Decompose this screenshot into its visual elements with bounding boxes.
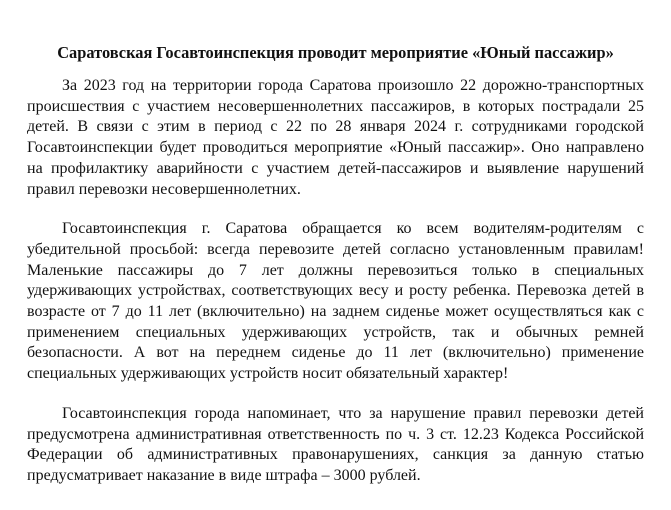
- article-title: Саратовская Госавтоинспекция проводит мероприятие «Юный пассажир»: [57, 43, 614, 62]
- paragraph-accident-statistics: За 2023 год на территории города Саратова произошло 22 дорожно-транспортных происшествия с участием несовершеннолетних пассажиров, в которых пострадали 25 детей. В связи с этим в период с 22 по 28 января 2024 г. сотрудниками городской Госавтоинспекции будет проводиться мероприятие «Юный пассажир». Оно направлено на профилактику аварийности с участием детей-пассажиров и выявление нарушений правил перевозки несовершеннолетних.: [27, 77, 644, 198]
- paragraph-appeal-to-drivers: Госавтоинспекция г. Саратова обращается ко всем водителям-родителям с убедительной просьбой: всегда перевозите детей согласно установленным правилам! Маленькие пассажиры до 7 лет должны перевозиться только в специальных удерживающих устройствах, соответствующих весу и росту ребенка. Перевозка детей в возрасте от 7 до 11 лет (включительно) на заднем сиденье может осуществляться как с применением специальных удерживающих устройств, так и обычных ремней безопасности. А вот на переднем сиденье до 11 лет (включительно) применение специальных удерживающих устройств носит обязательный характер!: [27, 220, 644, 383]
- paragraph-penalty: Госавтоинспекция города напоминает, что за нарушение правил перевозки детей предусмотрена административная ответственность по ч. 3 ст. 12.23 Кодекса Российской Федерации об административных правонарушениях, санкция за данную статью предусматривает наказание в виде штрафа – 3000 рублей.: [27, 404, 644, 484]
